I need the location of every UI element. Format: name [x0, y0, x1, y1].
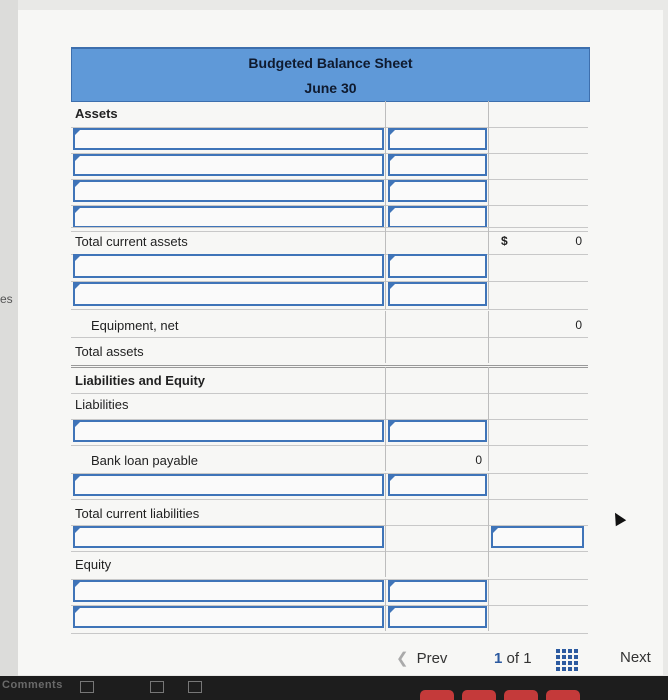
table-row [71, 227, 588, 255]
table-row [71, 551, 588, 580]
sheet-date: June 30 [71, 74, 590, 102]
longterm-asset-name-input-1[interactable] [73, 254, 384, 278]
table-row [71, 579, 588, 606]
table-row [71, 127, 588, 154]
total-liabilities-amount-input[interactable] [491, 526, 584, 548]
asset-name-input-2[interactable] [73, 154, 384, 176]
total-current-liabilities-label: Total current liabilities [75, 506, 200, 521]
photo-left-edge [0, 0, 18, 700]
asset-amount-input-3[interactable] [388, 180, 487, 202]
total-current-assets-value: 0 [575, 234, 582, 248]
liability-name-input-1[interactable] [73, 420, 384, 442]
folder-icon [150, 681, 164, 693]
monitor-icon [188, 681, 202, 693]
bank-loan-payable-label: Bank loan payable [91, 453, 198, 468]
total-assets-label: Total assets [75, 344, 144, 359]
table-row [71, 419, 588, 446]
liability-amount-input-2[interactable] [388, 474, 487, 496]
longterm-asset-amount-input-2[interactable] [388, 282, 487, 306]
bank-loan-payable-value: 0 [475, 453, 482, 467]
liabilities-equity-heading: Liabilities and Equity [75, 373, 206, 388]
equity-name-input-2[interactable] [73, 606, 384, 628]
next-button[interactable]: Next [620, 649, 651, 666]
equipment-net-value: 0 [575, 318, 582, 332]
table-row [71, 153, 588, 180]
asset-amount-input-1[interactable] [388, 128, 487, 150]
liability-name-input-2[interactable] [73, 474, 384, 496]
grid-view-icon[interactable] [556, 649, 576, 669]
sheet-title: Budgeted Balance Sheet [71, 47, 590, 76]
liability-amount-input-1[interactable] [388, 420, 487, 442]
asset-amount-input-4[interactable] [388, 206, 487, 228]
current-page: 1 [494, 650, 503, 667]
table-row [71, 525, 588, 552]
asset-name-input-1[interactable] [73, 128, 384, 150]
prev-label: Prev [416, 650, 448, 667]
equity-heading: Equity [75, 557, 112, 572]
table-row [71, 101, 588, 128]
worksheet-panel [18, 10, 663, 675]
equity-amount-input-1[interactable] [388, 580, 487, 602]
assets-heading: Assets [75, 106, 118, 121]
left-tab-fragment: es [0, 292, 13, 306]
total-pages: 1 [523, 650, 532, 667]
liability-name-input-3[interactable] [73, 526, 384, 548]
table-row [71, 253, 588, 282]
red-tab-2 [462, 690, 496, 700]
table-row [71, 605, 588, 634]
window-icon [80, 681, 94, 693]
longterm-asset-amount-input-1[interactable] [388, 254, 487, 278]
table-row [71, 367, 588, 394]
equity-amount-input-2[interactable] [388, 606, 487, 628]
table-row [71, 473, 588, 500]
table-row [71, 337, 588, 368]
table-row [71, 445, 588, 474]
table-row [71, 499, 588, 526]
table-row [71, 311, 588, 338]
asset-name-input-4[interactable] [73, 206, 384, 228]
red-tab-4 [546, 690, 580, 700]
page-of-label: of [506, 650, 520, 667]
chevron-left-icon: ❮ [396, 650, 409, 667]
page-indicator [494, 650, 532, 667]
total-current-assets-label: Total current assets [75, 234, 188, 249]
red-tab-3 [504, 690, 538, 700]
liabilities-heading: Liabilities [75, 397, 129, 412]
longterm-asset-name-input-2[interactable] [73, 282, 384, 306]
table-row [71, 281, 588, 310]
asset-amount-input-2[interactable] [388, 154, 487, 176]
equity-name-input-1[interactable] [73, 580, 384, 602]
table-row [71, 179, 588, 206]
taskbar [0, 676, 668, 700]
asset-name-input-3[interactable] [73, 180, 384, 202]
equipment-net-label: Equipment, net [91, 318, 179, 333]
comments-label[interactable]: Comments [2, 679, 63, 691]
prev-button[interactable] [396, 649, 447, 667]
pagination-bar [0, 643, 668, 676]
table-row [71, 393, 588, 420]
currency-symbol: $ [501, 234, 508, 248]
red-tab-1 [420, 690, 454, 700]
